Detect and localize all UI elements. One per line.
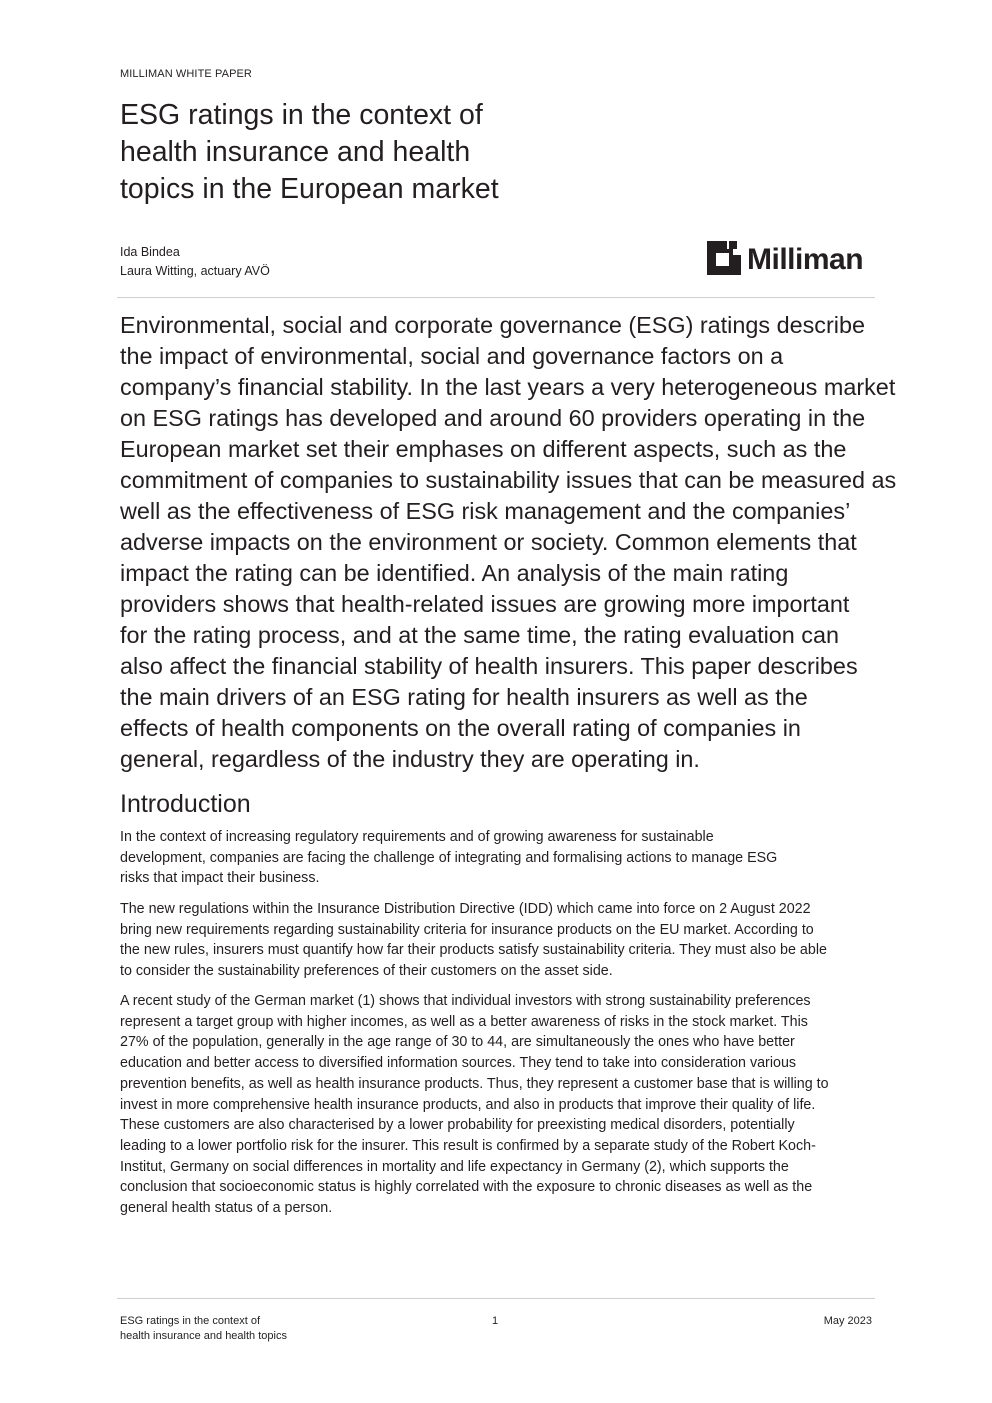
abstract-line: general, regardless of the industry they are operating in. [120,746,700,772]
abstract-line: effects of health components on the overall rating of companies in [120,715,801,741]
abstract-line: Environmental, social and corporate governance (ESG) ratings describe [120,312,865,338]
abstract-line: the main drivers of an ESG rating for health insurers as well as the [120,684,808,710]
publication-date: May 2023 [823,1315,872,1327]
title-line: topics in the European market [120,173,499,205]
body-paragraph [120,991,880,1219]
author-name: Ida Bindea [120,245,180,259]
page-title [120,97,580,208]
page-number: 1 [492,1315,499,1327]
text-line: bring new requirements regarding sustainability criteria for insurance products on the EU market. According to [120,921,814,938]
header-divider [117,297,875,298]
section-heading-introduction: Introduction [120,790,251,818]
abstract-line: impact the rating can be identified. An analysis of the main rating [120,560,789,586]
author-list [120,243,270,281]
abstract-line: company’s financial stability. In the last years a very heterogeneous market [120,374,896,400]
abstract-line: the impact of environmental, social and governance factors on a [120,343,784,369]
abstract-line: also affect the financial stability of health insurers. This paper describes [120,653,858,679]
text-line: invest in more comprehensive health insurance products, and also in products that improve their quality of life. [120,1096,816,1113]
text-line: The new regulations within the Insurance Distribution Directive (IDD) which came into force on 2 August 2022 [120,901,811,917]
abstract-line: well as the effectiveness of ESG risk management and the companies’ [120,498,851,524]
abstract-line: on ESG ratings has developed and around 60 providers operating in the [120,405,866,431]
abstract-line: providers shows that health-related issues are growing more important [120,591,850,617]
text-line: Institut, Germany on social differences in mortality and life expectancy in Germany (2), which supports the [120,1158,789,1175]
author-name: Laura Witting, actuary AVÖ [120,264,270,278]
text-line: conclusion that socioeconomic status is highly correlated with the exposure to chronic diseases as well as the [120,1179,813,1196]
abstract-line: commitment of companies to sustainability issues that can be measured as [120,467,897,493]
abstract-line: for the rating process, and at the same time, the rating evaluation can [120,622,840,648]
text-line: In the context of increasing regulatory requirements and of growing awareness for sustainable [120,829,714,845]
series-label: MILLIMAN WHITE PAPER [120,68,252,80]
footer-title-line: health insurance and health topics [120,1330,287,1342]
logo-wordmark: Milliman [747,243,864,276]
title-line: ESG ratings in the context of [120,99,483,131]
text-line: 27% of the population, generally in the age range of 30 to 44, are simultaneously the ones who have better [120,1034,795,1051]
footer-title-line: ESG ratings in the context of [120,1315,261,1327]
abstract-line: adverse impacts on the environment or society. Common elements that [120,529,857,555]
abstract-line: European market set their emphases on different aspects, such as the [120,436,847,462]
title-line: health insurance and health [120,136,471,168]
footer-divider [117,1298,875,1299]
footer-document-title [120,1314,287,1344]
text-line: prevention benefits, as well as health insurance products. Thus, they represent a customer base that is willing to [120,1075,829,1092]
text-line: represent a target group with higher incomes, as well as a better awareness of risks in the stock market. This [120,1013,808,1030]
milliman-logo [707,240,863,276]
milliman-logo-mark-icon [707,241,741,275]
text-line: A recent study of the German market (1) shows that individual investors with strong sustainability preferences [120,993,811,1009]
text-line: development, companies are facing the challenge of integrating and formalising actions to manage ESG [120,849,778,866]
text-line: These customers are also characterised by a lower probability for preexisting medical disorders, potentially [120,1117,795,1134]
abstract [120,310,897,775]
text-line: general health status of a person. [120,1200,333,1217]
text-line: leading to a lower portfolio risk for the insurer. This result is confirmed by a separate study of the Robert Koch- [120,1137,816,1154]
text-line: risks that impact their business. [120,870,320,887]
body-paragraph [120,827,880,889]
text-line: to consider the sustainability preferences of their customers on the asset side. [120,963,613,980]
body-paragraph [120,899,880,982]
text-line: education and better access to diversified information sources. They tend to take into consideration various [120,1055,797,1072]
text-line: the new rules, insurers must quantify how far their products satisfy sustainability criteria. They must also be able [120,942,827,959]
